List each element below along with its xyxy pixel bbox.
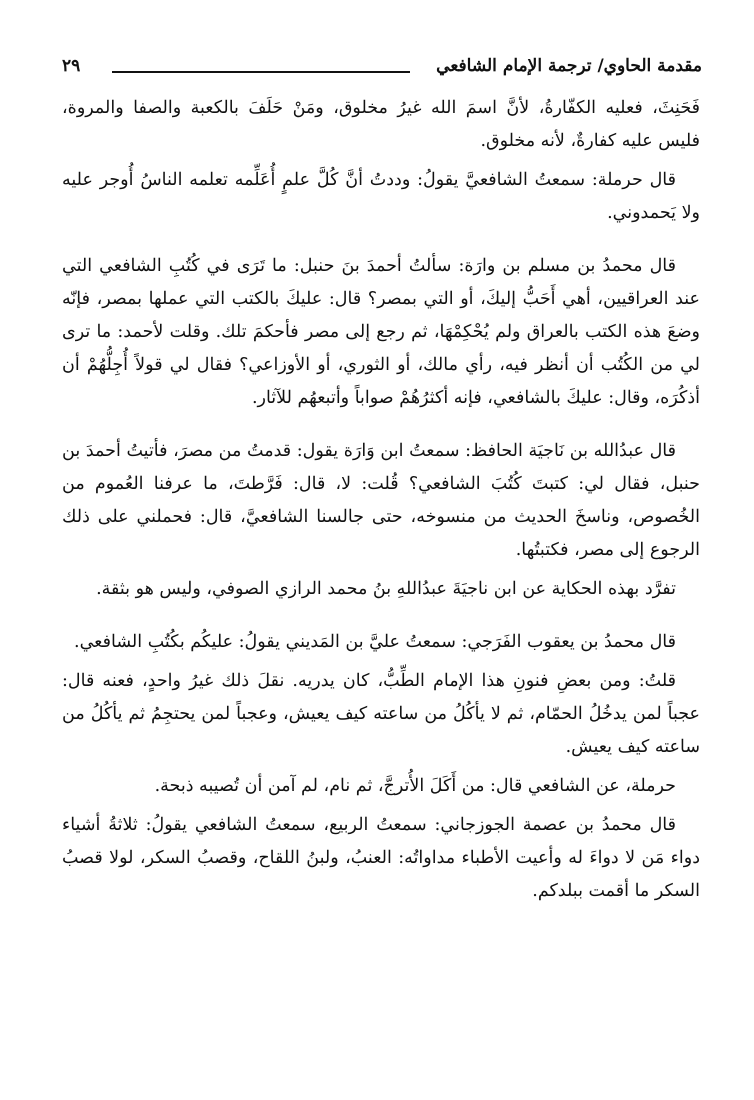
paragraph-3: قال محمدُ بن مسلم بن وارَة: سألتُ أحمدَ بنَ حنبل: ما تَرَى في كُتُبِ الشافعي التي عند العراقيين، أهي أَحَبُّ إليكَ، أو التي بمصر؟ قال: عليكَ بالكتب التي عملها بمصر، فإنّه وضعَ هذه الكتب بالعراق ولم يُحْكِمْهَا، ثم رجع إلى مصر فأحكمَ تلك. وقلت لأحمد: ما ترى لي من الكُتُب أن أنظر فيه، رأي مالك، أو الثوري، أو الأوزاعي؟ فقال لي قولاً أُجِلُّهُمْ أن أذكُرَه، وقال: عليكَ بالشافعي، فإنه أكثرُهُمْ صواباً وأتبعهُم للآثار. [62, 256, 700, 408]
paragraph-8: حرملة، عن الشافعي قال: من أَكَلَ الأُترجَّ، ثم نام، لم آمن أن تُصيبه ذبحة. [154, 776, 676, 796]
paragraph-9: قال محمدُ بن عصمة الجوزجاني: سمعتُ الربيع، سمعتُ الشافعي يقولُ: ثلاثةُ أشياء دواء مَن لا دواءَ له وأعيت الأطباء مداواتُه: العنبُ، ولبنُ اللقاح، وقصبُ السكر، لولا قصبُ السكر ما أقمت ببلدكم. [62, 815, 700, 901]
paragraph-7: قلتُ: ومن بعضِ فنونِ هذا الإمام الطِّبُّ، كان يدريه. نقلَ ذلك غيرُ واحدٍ، فعنه قال: عجباً لمن يدخُلُ الحمّام، ثم لا يأكُلُ من ساعته كيف يعيش، وعجباً لمن يحتجِمُ ثم يأكُلُ من ساعته كيف يعيش. [62, 671, 700, 757]
paragraph-4: قال عبدُالله بن نَاجيَة الحافظ: سمعتُ ابن وَارَة يقول: قدمتُ من مصرَ، فأتيتُ أحمدَ بن حنبل، فقال لي: كتبتَ كُتُبَ الشافعي؟ قُلت: لا، قال: فَرَّطتَ، ما عرفنا العُموم من الخُصوص، وناسخَ الحديث من منسوخه، حتى جالسنا الشافعيَّ، قال: فحملني على ذلك الرجوع إلى مصر، فكتبتُها. [62, 441, 700, 560]
running-header [62, 56, 702, 86]
header-rule [112, 71, 410, 73]
body-text [62, 92, 700, 908]
paragraph-5: تفرَّد بهذه الحكاية عن ابن ناجيَةَ عبدُاللهِ بنُ محمد الرازي الصوفي، وليس هو بثقة. [96, 579, 676, 599]
paragraph-6: قال محمدُ بن يعقوب الفَرَجي: سمعتُ عليَّ بن المَديني يقولُ: عليكُم بكُتُبِ الشافعي. [74, 632, 676, 652]
paragraph-2: قال حرملة: سمعتُ الشافعيَّ يقولُ: وددتُ أنَّ كُلَّ علمٍ أُعَلِّمه تعلمه الناسُ أُوجر عليه ولا يَحمدوني. [62, 170, 700, 223]
paragraph-1: فَحَنِثَ، فعليه الكفّارةُ، لأنَّ اسمَ الله غيرُ مخلوق، ومَنْ حَلَفَ بالكعبة والصفا والمروة، فليس عليه كفارةٌ، لأنه مخلوق. [62, 98, 700, 151]
page-number: ٢٩ [62, 56, 81, 76]
header-title: مقدمة الحاوي/ ترجمة الإمام الشافعي [436, 56, 702, 76]
